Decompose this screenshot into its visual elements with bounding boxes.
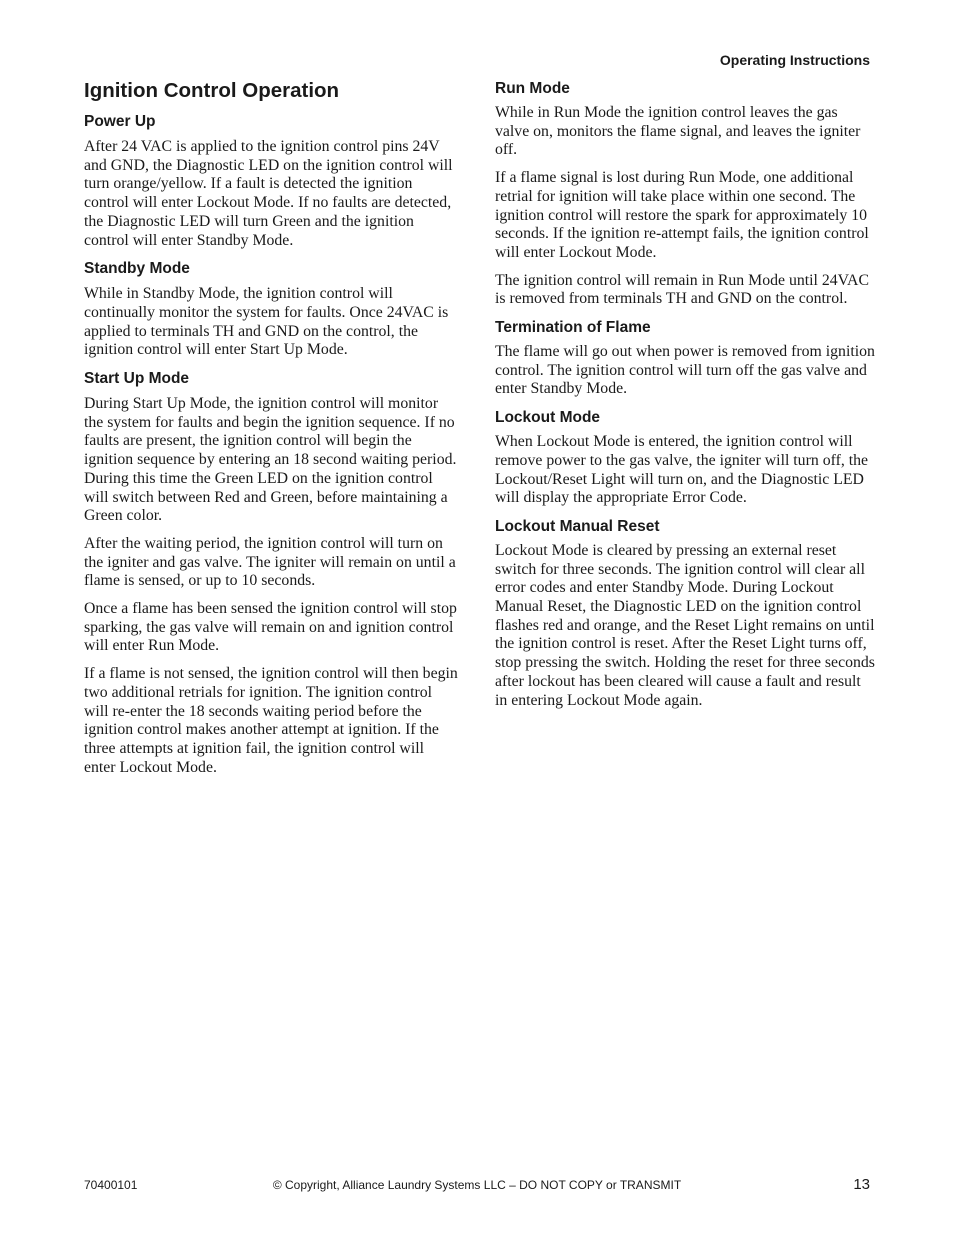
paragraph: The flame will go out when power is removed from ignition control. The ignition control will turn off the gas valve and enter Standby Mode. (495, 343, 875, 398)
section-heading: Standby Mode (84, 260, 190, 278)
section-heading: Lockout Mode (495, 409, 601, 427)
section-heading: Start Up Mode (84, 370, 190, 388)
left-column (84, 77, 458, 786)
page-title: Ignition Control Operation (84, 79, 340, 102)
section-standby-mode (84, 259, 458, 360)
section-lockout-manual-reset (495, 517, 875, 710)
paragraph: While in Standby Mode, the ignition control will continually monitor the system for faults. Once 24VAC is applied to terminals TH and GND on the control, the ignition control will enter Start Up Mode. (84, 285, 449, 359)
section-heading: Lockout Manual Reset (495, 517, 660, 535)
copyright-notice: © Copyright, Alliance Laundry Systems LLC – DO NOT COPY or TRANSMIT (272, 1178, 682, 1192)
running-header: Operating Instructions (719, 52, 870, 68)
section-termination-of-flame (495, 318, 875, 399)
page-footer (84, 1176, 870, 1196)
paragraph: If a flame signal is lost during Run Mode, one additional retrial for ignition will take place within one second. The ignition control will restore the spark for approximately 10 seconds. If the ignition re-attempt fails, the ignition control will enter Lockout Mode. (495, 169, 869, 261)
right-column (495, 79, 875, 719)
paragraph: While in Run Mode the ignition control leaves the gas valve on, monitors the flame signal, and leaves the igniter off. (495, 104, 861, 159)
section-start-up-mode (84, 369, 458, 777)
section-heading: Termination of Flame (495, 319, 651, 337)
paragraph: Lockout Mode is cleared by pressing an external reset switch for three seconds. The ignition control will clear all error codes and enter Standby Mode. During Lockout Manual Reset, the Diagnostic LED on the ignition control flashes red and orange, and the Reset Light remains on until the ignition control is reset. After the Reset Light turns off, stop pressing the switch. Holding the reset for three seconds after lockout has been cleared will cause a fault and result in entering Lockout Mode again. (495, 541, 875, 709)
paragraph: After the waiting period, the ignition control will turn on the igniter and gas valve. The igniter will remain on until a flame is sensed, or up to 10 seconds. (84, 534, 456, 590)
section-heading: Run Mode (495, 80, 570, 97)
paragraph: After 24 VAC is applied to the ignition control pins 24V and GND, the Diagnostic LED on the ignition control will turn orange/yellow. If a fault is detected the ignition control will enter Lockout Mode. If no faults are detected, the Diagnostic LED will turn Green and the ignition control will enter Standby Mode. (84, 138, 453, 249)
page-number: 13 (853, 1176, 870, 1193)
section-lockout-mode (495, 408, 875, 508)
section-heading: Power Up (84, 113, 156, 130)
paragraph: Once a flame has been sensed the ignition control will stop sparking, the gas valve will remain on and ignition control will enter Run Mode. (84, 600, 457, 655)
paragraph: When Lockout Mode is entered, the ignition control will remove power to the gas valve, the igniter will turn off, the Lockout/Reset Light will turn on, and the Diagnostic LED will display the appropriate Error Code. (495, 433, 869, 507)
paragraph: During Start Up Mode, the ignition control will monitor the system for faults and begin the ignition sequence. If no faults are present, the ignition control will begin the ignition sequence by entering an 18 second waiting period. During this time the Green LED on the ignition control will switch between Red and Green, before maintaining a Green color. (84, 395, 457, 525)
paragraph: The ignition control will remain in Run Mode until 24VAC is removed from terminals TH and GND on the control. (495, 271, 869, 308)
section-run-mode (495, 79, 875, 309)
section-power-up (84, 112, 458, 250)
paragraph: If a flame is not sensed, the ignition control will then begin two additional retrials for ignition. The ignition control will re-enter the 18 seconds waiting period before the ignition control makes another attempt at ignition. If the three attempts at ignition fail, the ignition control will enter Lockout Mode. (84, 665, 458, 776)
document-number: 70400101 (84, 1178, 138, 1192)
